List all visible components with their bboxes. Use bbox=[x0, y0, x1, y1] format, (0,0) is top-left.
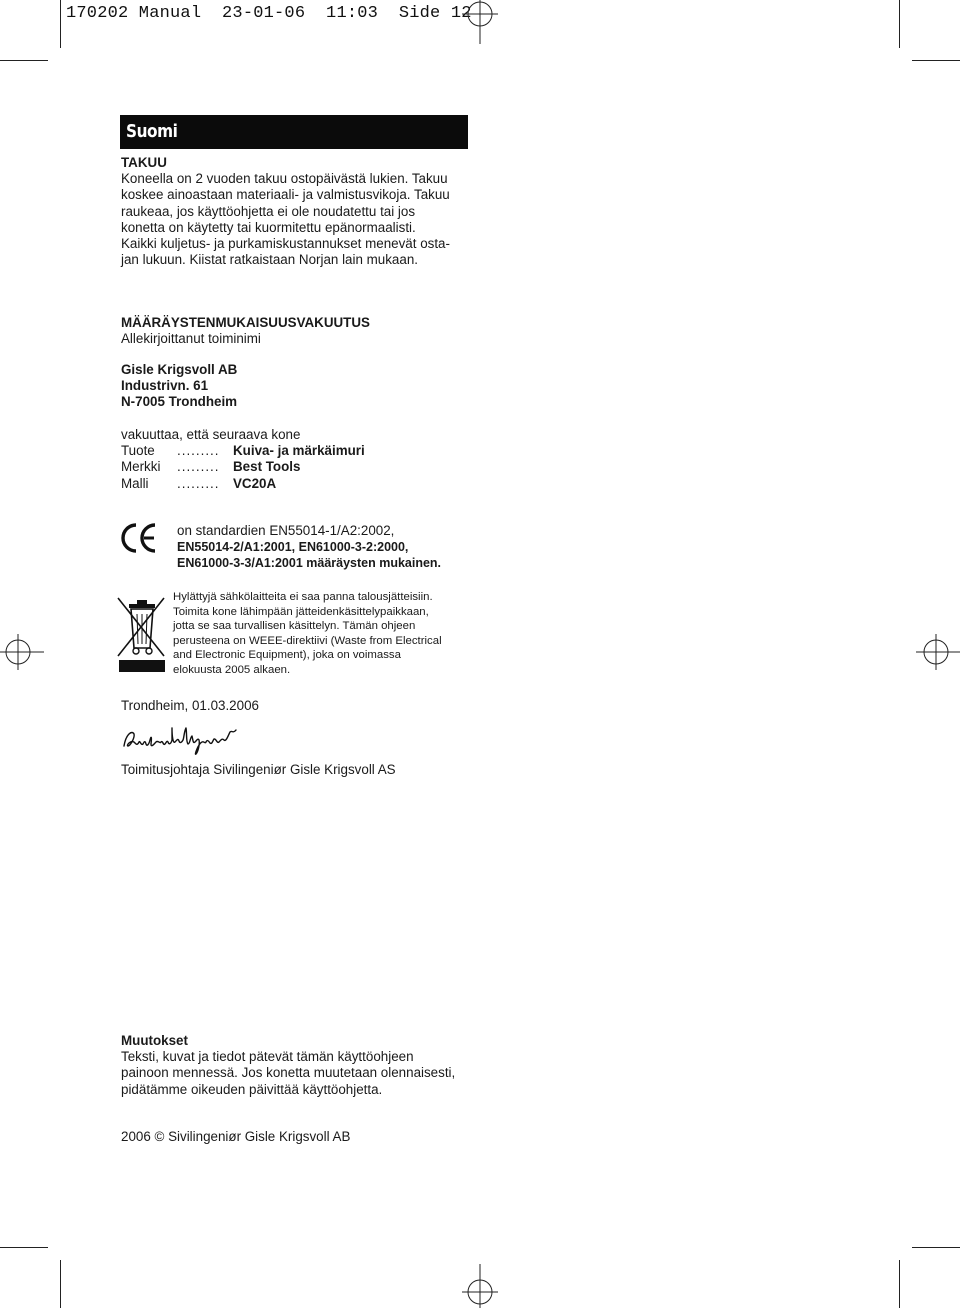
warranty-line: raukeaa, jos käyttöohjetta ei ole noudatettu tai jos bbox=[121, 203, 416, 219]
ce-mark-icon bbox=[119, 521, 159, 555]
declaration-header bbox=[121, 315, 481, 347]
weee-line: perusteena on WEEE-direktiivi (Waste from Electrical bbox=[173, 634, 442, 647]
spec-row-model bbox=[121, 476, 481, 492]
spec-dots: ......... bbox=[177, 475, 220, 491]
spec-label: Tuote bbox=[121, 443, 155, 459]
place-date: Trondheim, 01.03.2006 bbox=[121, 698, 259, 713]
spec-label: Merkki bbox=[121, 459, 161, 475]
warranty-line: koskee ainoastaan materiaali- ja valmistusvikoja. Takuu bbox=[121, 187, 450, 203]
standards-conclusion: EN61000-3-3/A1:2001 määräysten mukainen. bbox=[177, 556, 442, 571]
registration-mark-bottom-icon bbox=[460, 1262, 500, 1308]
changes-line: Teksti, kuvat ja tiedot pätevät tämän käyttöohjeen bbox=[121, 1049, 414, 1065]
weee-line: elokuusta 2005 alkaen. bbox=[173, 663, 291, 676]
warranty-line: konetta on käytetty tai kuormitettu epänormaalisti. bbox=[121, 219, 416, 235]
copyright-notice: 2006 © Sivilingeniør Gisle Krigsvoll AB bbox=[121, 1129, 351, 1144]
weee-line: and Electronic Equipment), joka on voimassa bbox=[173, 649, 401, 662]
warranty-section bbox=[121, 155, 481, 268]
registration-mark-left-icon bbox=[0, 630, 48, 674]
company-street: Industrivn. 61 bbox=[121, 378, 209, 394]
registration-mark-right-icon bbox=[912, 630, 960, 674]
changes-line: painoon mennessä. Jos konetta muutetaan olennaisesti, bbox=[121, 1065, 456, 1081]
warranty-line: Kaikki kuljetus- ja purkamiskustannukset menevät osta- bbox=[121, 236, 450, 252]
weee-notice bbox=[173, 590, 473, 678]
spec-label: Malli bbox=[121, 475, 149, 491]
weee-line: jotta se saa turvallisen käsittelyn. Tämän ohjeen bbox=[173, 620, 416, 633]
spec-row-brand bbox=[121, 459, 481, 475]
weee-line: Toimita kone lähimpään jätteidenkäsittelypaikkaan, bbox=[173, 605, 429, 618]
crossed-out-wheelie-bin-icon bbox=[116, 594, 168, 678]
changes-section bbox=[121, 1033, 501, 1098]
spec-value: Kuiva- ja märkäimuri bbox=[233, 443, 365, 459]
weee-line: Hylättyjä sähkölaitteita ei saa panna talousjätteisiin. bbox=[173, 591, 433, 603]
spec-value: Best Tools bbox=[233, 459, 301, 475]
declaration-heading: MÄÄRÄYSTENMUKAISUUSVAKUUTUS bbox=[121, 315, 370, 330]
spec-value: VC20A bbox=[233, 475, 277, 491]
standards-intro: on standardien EN55014-1/A2:2002, bbox=[177, 523, 395, 538]
changes-line: pidätämme oikeuden päivittää käyttöohjetta. bbox=[121, 1081, 383, 1097]
spec-dots: ......... bbox=[177, 459, 220, 475]
standards-list: EN55014-2/A1:2001, EN61000-3-2:2000, bbox=[177, 540, 409, 555]
signer-title: Toimitusjohtaja Sivilingeniør Gisle Krigsvoll AS bbox=[121, 762, 396, 777]
declaration-intro: vakuuttaa, että seuraava kone bbox=[121, 427, 301, 442]
company-name: Gisle Krigsvoll AB bbox=[121, 362, 238, 377]
warranty-line: Koneella on 2 vuoden takuu ostopäivästä lukien. Takuu bbox=[121, 171, 448, 187]
company-address bbox=[121, 362, 481, 411]
registration-mark-top-icon bbox=[460, 0, 500, 48]
handwritten-signature-icon bbox=[120, 722, 244, 758]
language-label: Suomi bbox=[126, 121, 178, 142]
spec-row-product bbox=[121, 443, 481, 459]
product-spec-block bbox=[121, 427, 481, 492]
printer-slug: 170202 Manual 23-01-06 11:03 Side 12 bbox=[66, 4, 472, 23]
company-city: N-7005 Trondheim bbox=[121, 394, 238, 410]
language-tab bbox=[120, 115, 468, 149]
warranty-heading: TAKUU bbox=[121, 155, 167, 170]
standards-block bbox=[177, 523, 497, 572]
changes-heading: Muutokset bbox=[121, 1033, 188, 1048]
spec-dots: ......... bbox=[177, 443, 220, 459]
warranty-line: jan lukuun. Kiistat ratkaistaan Norjan lain mukaan. bbox=[121, 252, 418, 268]
declaration-subheading: Allekirjoittanut toiminimi bbox=[121, 331, 261, 347]
